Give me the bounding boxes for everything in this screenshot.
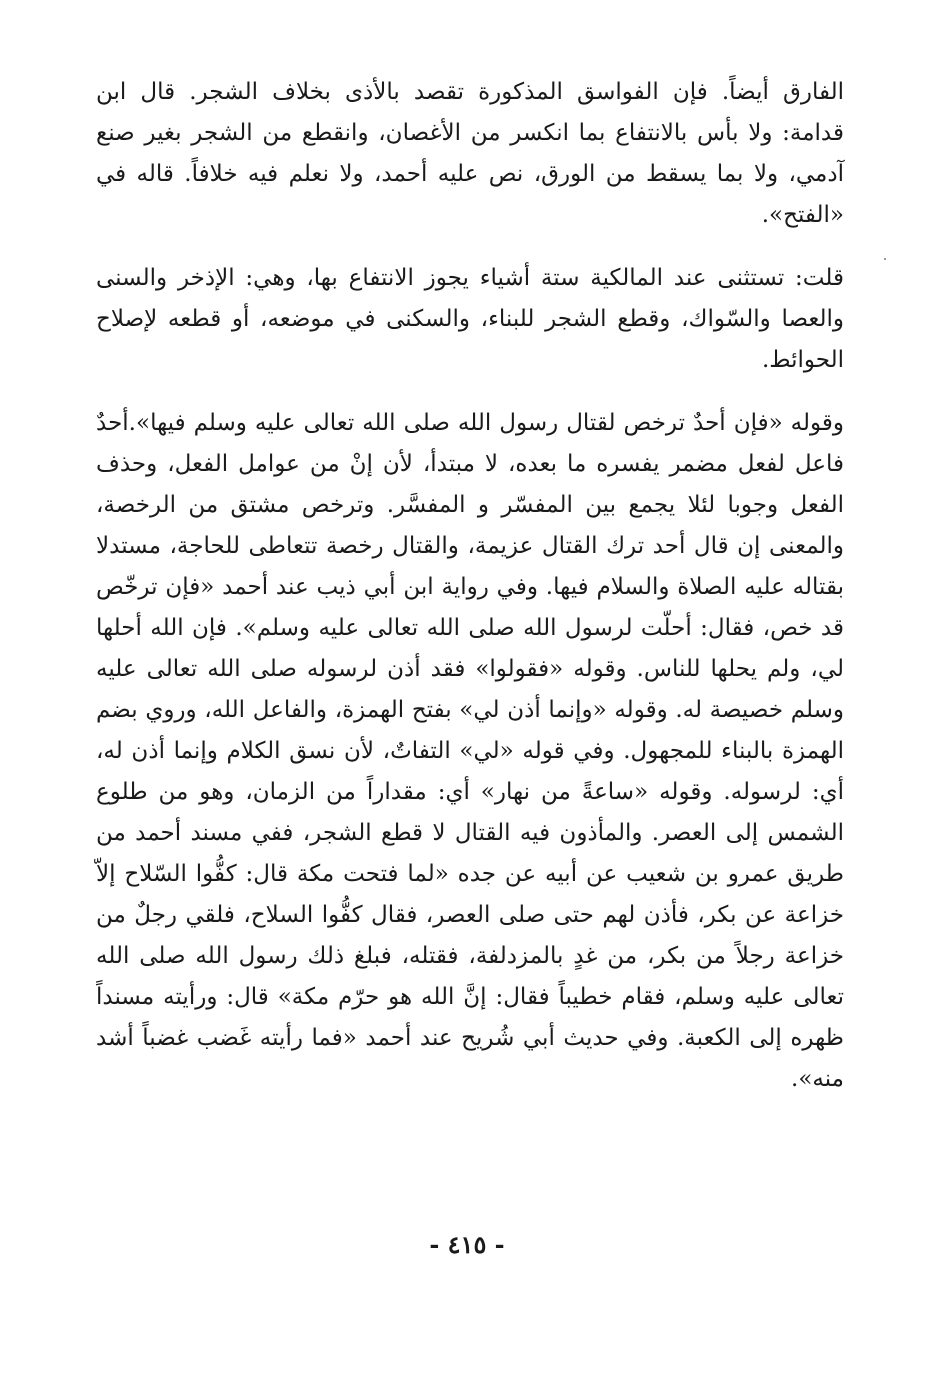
page-number: - ٤١٥ - xyxy=(429,1230,505,1259)
paragraph-1: الفارق أيضاً. فإن الفواسق المذكورة تقصد بالأذى بخلاف الشجر. قال ابن قدامة: ولا بأس بالانتفاع بما انكسر من الأغصان، وانقطع من الشجر بغير صنع آدمي، ولا بما يسقط من الورق، نص عليه أحمد، ولا نعلم فيه خلافاً. قاله في «الفتح». xyxy=(96,79,844,228)
margin-mark xyxy=(884,258,886,260)
paragraph-2: قلت: تستثنى عند المالكية ستة أشياء يجوز الانتفاع بها، وهي: الإذخر والسنى والعصا والسّواك، وقطع الشجر للبناء، والسكنى في موضعه، أو قطعه لإصلاح الحوائط. xyxy=(96,265,844,373)
paragraph-3: وقوله «فإن أحدٌ ترخص لقتال رسول الله صلى الله تعالى عليه وسلم فيها».أحدٌ فاعل لفعل مضمر يفسره ما بعده، لا مبتدأ، لأن إنْ من عوامل الفعل، وحذف الفعل وجوبا لئلا يجمع بين المفسّر و المفسَّر. وترخص مشتق من الرخصة، والمعنى إن قال أحد ترك القتال عزيمة، والقتال رخصة تتعاطى للحاجة، مستدلا بقتاله عليه الصلاة والسلام فيها. وفي رواية ابن أبي ذيب عند أحمد «فإن ترخّص قد خص، فقال: أحلّت لرسول الله صلى الله تعالى عليه وسلم». فإن الله أحلها لي، ولم يحلها للناس. وقوله «فقولوا» فقد أذن لرسوله صلى الله تعالى عليه وسلم خصيصة له. وقوله «وإنما أذن لي» بفتح الهمزة، والفاعل الله، وروي بضم الهمزة بالبناء للمجهول. وفي قوله «لي» التفاتٌ، لأن نسق الكلام وإنما أذن له، أي: لرسوله. وقوله «ساعةً من نهار» أي: مقداراً من الزمان، وهو من طلوع الشمس إلى العصر. والمأذون فيه القتال لا قطع الشجر، ففي مسند أحمد من طريق عمرو بن شعيب عن أبيه عن جده «لما فتحت مكة قال: كفُّوا السّلاح إلاّ خزاعة عن بكر، فأذن لهم حتى صلى العصر، فقال كفُّوا السلاح، فلقي رجلٌ من خزاعة رجلاً من بكر، من غدٍ بالمزدلفة، فقتله، فبلغ ذلك رسول الله صلى الله تعالى عليه وسلم، فقام خطيباً فقال: إنَّ الله هو حرّم مكة» قال: ورأيته مسنداً ظهره إلى الكعبة. وفي حديث أبي شُريح عند أحمد «فما رأيته غَضب غضباً أشد منه». xyxy=(96,410,844,1092)
page-body xyxy=(96,72,844,1100)
